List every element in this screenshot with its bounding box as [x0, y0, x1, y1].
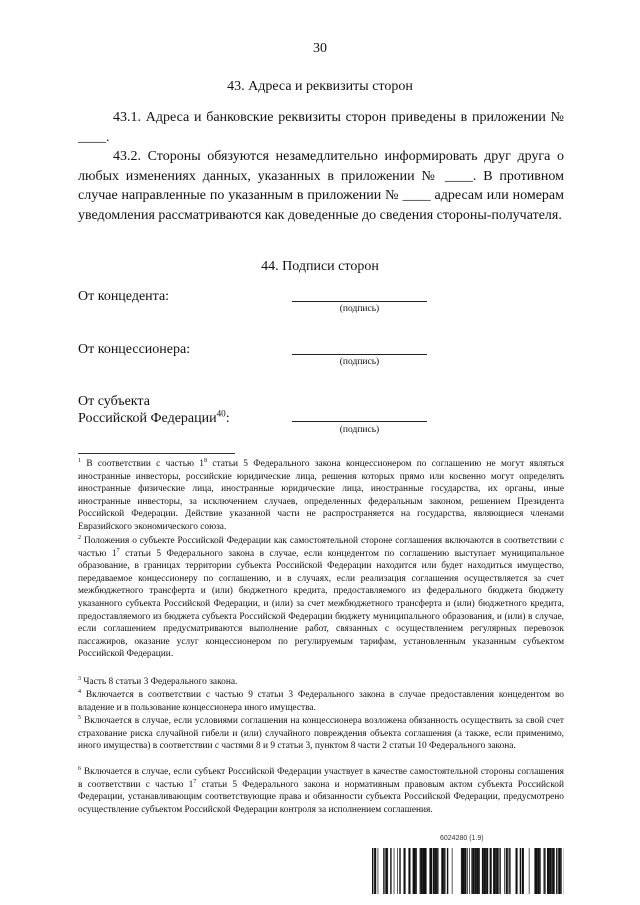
footnote-2: $^2$ Положения о субъекте Российской Федерации как самостоятельной стороне соглашения включаются в соответствии с частью $1^7$ статьи 5 Федерального закона в случае, если концедентом по соглашению выступает муниципальное образование, в границах территории субъекта Российской Федерации находится или будет находиться имущество, передаваемое концессионеру по соглашению, и в случаях, если реализация соглашения осуществляется за счет межбюджетного трансферта и (или) бюджетного кредита, предоставляемого из федерального бюджета бюджету указанного субъекта Российской Федерации, и (или) за счет межбюджетного трансферта и (или) бюджетного кредита, предоставляемого из бюджета субъекта Российской Федерации бюджету муниципального образования, и (или) в случае, если соглашением предусматриваются выполнение работ, связанных с осуществлением регулярных перевозок пассажиров, оказание услуг концессионером по регулируемым тарифам, установленным указанным субъектом Российской Федерации. — [78, 534, 564, 660]
section-43-heading: 43. Адреса и реквизиты сторон — [227, 79, 413, 94]
signature-label-subject: От субъекта Российской Федерации$^{40}$: — [78, 394, 230, 426]
paragraph-43-2: 43.2. Стороны обязуются незамедлительно информировать друг друга о любых изменениях данных, указанных в приложении № ____. В противном случае направленные по указанным в приложении № ____ адресам или номерам уведомления рассматриваются как доведенные до сведения стороны-получателя. — [78, 149, 564, 223]
signature-line-concessionaire — [292, 354, 427, 355]
footnote-5: $^5$ Включается в случае, если условиями соглашения на концессионера возложена обязанность осуществить за свой счет страхование риска случайной гибели и (или) случайного повреждения объекта соглашения (а также, если применимо, иного имущества) в соответствии с частями 8 и 9 статьи 3, пунктом 8 части 2 статьи 10 Федерального закона. — [78, 714, 564, 752]
footnote-6: $^6$ Включается в случае, если субъект Российской Федерации участвует в качестве самостоятельной стороны соглашения в соответствии с частью $1^7$ статьи 5 Федерального закона и нормативным правовым актом субъекта Российской Федерации, устанавливающим соответствующие права и обязанности субъекта Российской Федерации, предусмотрено осуществление субъектом Российской Федерации контроля за исполнением соглашения. — [78, 765, 564, 815]
signature-caption: (подпись) — [339, 304, 380, 314]
signature-label-concessionaire: От концессионера: — [78, 342, 191, 357]
page-number: 30 — [313, 41, 327, 56]
footnote-3: $^3$ Часть 8 статьи 3 Федерального закона. — [78, 675, 238, 687]
barcode-image — [372, 848, 564, 894]
signature-caption: (подпись) — [339, 425, 380, 435]
signature-line-concedent — [292, 301, 427, 302]
paragraph-43-1: 43.1. Адреса и банковские реквизиты сторон приведены в приложении № ____. — [78, 110, 564, 145]
footnote-1: $^1$ В соответствии с частью $1^8$ статьи 5 Федерального закона концессионером по соглашению не могут являться иностранные инвесторы, российские юридические лица, решения которых прямо или косвенно могут определять иностранные физические лица, иностранные юридические лица, иностранные государства, их органы, иные иностранные инвесторы, за исключением случаев, определенных федеральным законом, решением Президента Российской Федерации. Действие указанной части не распространяется на государства, являющиеся членами Евразийского экономического союза. — [78, 457, 564, 532]
section-44-heading: 44. Подписи сторон — [261, 259, 379, 274]
footnote-4: $^4$ Включается в соответствии с частью 9 статьи 3 Федерального закона в случае предоставления концедентом во владение и в пользование концессионера иного имущества. — [78, 688, 564, 713]
footnote-separator — [78, 453, 235, 454]
signature-line-subject — [292, 421, 427, 422]
signature-caption: (подпись) — [339, 357, 380, 367]
barcode-number: 6024280 (1.9) — [440, 835, 484, 842]
signature-label-concedent: От концедента: — [78, 289, 170, 304]
